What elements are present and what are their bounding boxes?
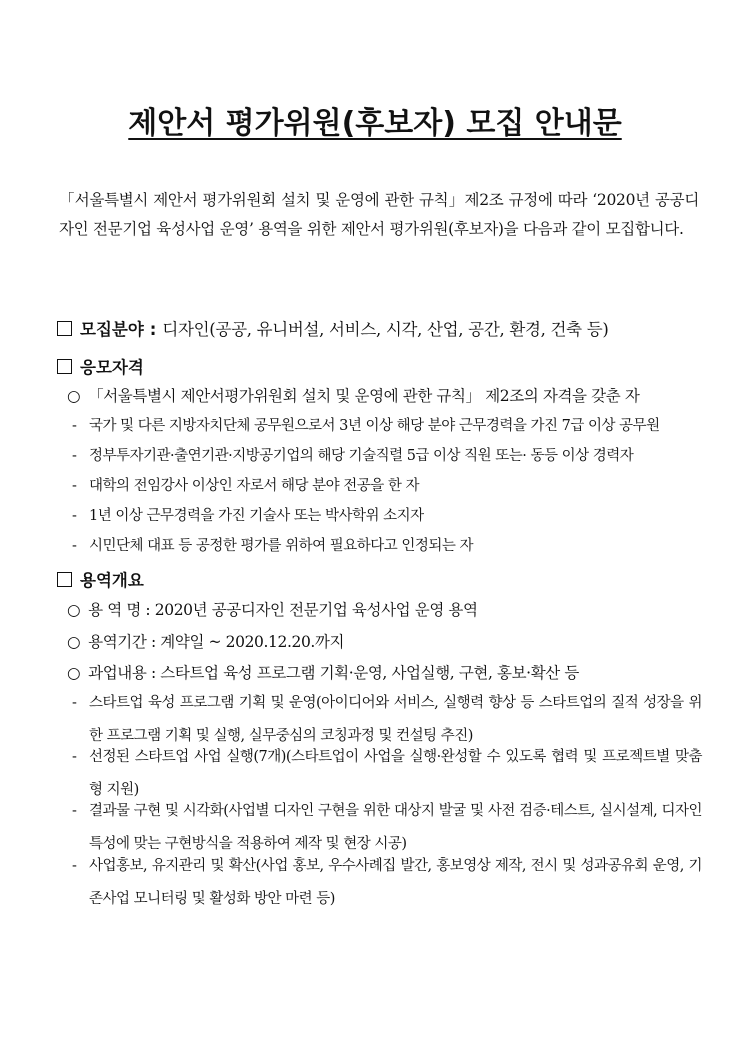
section-qualification xyxy=(57,354,144,378)
section-qualification-label: 응모자격 xyxy=(80,358,144,377)
overview-circle-item xyxy=(67,661,579,683)
qualification-item xyxy=(72,470,702,503)
dash-bullet-icon: - xyxy=(72,418,77,434)
dash-bullet-icon: - xyxy=(72,695,77,711)
overview-circle-text: 용 역 명 : 2020년 공공디자인 전문기업 육성사업 운영 용역 xyxy=(88,601,478,619)
qualification-item-text: 1년 이상 근무경력을 가진 기술사 또는 박사학위 소지자 xyxy=(89,508,424,524)
qualification-item xyxy=(72,530,702,563)
overview-circle-text: 용역기간 : 계약일 ~ 2020.12.20.까지 xyxy=(88,633,345,651)
qualification-item xyxy=(72,500,702,533)
overview-item-text: 스타트업 육성 프로그램 기획 및 운영(아이디어와 서비스, 실행력 향상 등 스타트업의 질적 성장을 위한 프로그램 기획 및 실행, 실무중심의 코칭과정 및 컨설팅 추진) xyxy=(89,695,702,744)
overview-item xyxy=(72,850,702,916)
qualification-item-text: 대학의 전임강사 이상인 자로서 해당 분야 전공을 한 자 xyxy=(89,478,420,494)
checkbox-square-icon xyxy=(57,572,72,587)
dash-bullet-icon: - xyxy=(72,448,77,464)
section-field-label: 모집분야 xyxy=(80,320,144,339)
overview-circle-item xyxy=(67,598,478,620)
page-title: 제안서 평가위원(후보자) 모집 안내문 xyxy=(128,106,622,141)
dash-bullet-icon: - xyxy=(72,538,77,554)
dash-bullet-icon: - xyxy=(72,858,77,874)
qualification-item xyxy=(72,440,702,473)
qualification-item-text: 정부투자기관·출연기관·지방공기업의 해당 기술직렬 5급 이상 직원 또는· 동등 이상 경력자 xyxy=(89,448,634,464)
qualification-item-text: 시민단체 대표 등 공정한 평가를 위하여 필요하다고 인정되는 자 xyxy=(89,538,474,554)
qualification-item xyxy=(72,410,702,443)
qualification-item-text: 국가 및 다른 지방자치단체 공무원으로서 3년 이상 해당 분야 근무경력을 가진 7급 이상 공무원 xyxy=(89,418,660,434)
dash-bullet-icon: - xyxy=(72,749,77,765)
dash-bullet-icon: - xyxy=(72,478,77,494)
intro-paragraph: 「서울특별시 제안서 평가위원회 설치 및 운영에 관한 규칙」제2조 규정에 따라 ‘2020년 공공디자인 전문기업 육성사업 운영’ 용역을 위한 제안서 평가위원(후보자)을 다음과 같이 모집합니다. xyxy=(59,191,699,238)
overview-item-text: 결과물 구현 및 시각화(사업별 디자인 구현을 위한 대상지 발굴 및 사전 검증·테스트, 실시설계, 디자인 특성에 맞는 구현방식을 적용하여 제작 및 현장 시공) xyxy=(89,803,702,852)
overview-circle-text: 과업내용 : 스타트업 육성 프로그램 기획·운영, 사업실행, 구현, 홍보·확산 등 xyxy=(88,664,579,682)
checkbox-square-icon xyxy=(57,359,72,374)
overview-item-text: 사업홍보, 유지관리 및 확산(사업 홍보, 우수사례집 발간, 홍보영상 제작, 전시 및 성과공유회 운영, 기존사업 모니터링 및 활성화 방안 마련 등) xyxy=(89,858,702,907)
section-field-colon: : xyxy=(149,320,157,339)
overview-item-text: 선정된 스타트업 사업 실행(7개)(스타트업이 사업을 실행·완성할 수 있도록 협력 및 프로젝트별 맞춤형 지원) xyxy=(89,749,702,798)
overview-circle-item xyxy=(67,630,344,652)
section-field xyxy=(57,316,609,340)
checkbox-square-icon xyxy=(57,321,72,336)
circle-bullet-icon: ○ xyxy=(67,601,81,619)
section-field-value: 디자인(공공, 유니버설, 서비스, 시각, 산업, 공간, 환경, 건축 등) xyxy=(162,320,609,339)
circle-bullet-icon: ○ xyxy=(67,664,81,682)
dash-bullet-icon: - xyxy=(72,803,77,819)
circle-bullet-icon: ○ xyxy=(67,387,81,405)
circle-bullet-icon: ○ xyxy=(67,633,81,651)
section-overview-label: 용역개요 xyxy=(80,571,144,590)
qualification-circle-item xyxy=(67,384,639,406)
dash-bullet-icon: - xyxy=(72,508,77,524)
qualification-circle-text: 「서울특별시 제안서평가위원회 설치 및 운영에 관한 규칙」 제2조의 자격을 갖춘 자 xyxy=(88,387,640,405)
section-overview xyxy=(57,567,144,591)
